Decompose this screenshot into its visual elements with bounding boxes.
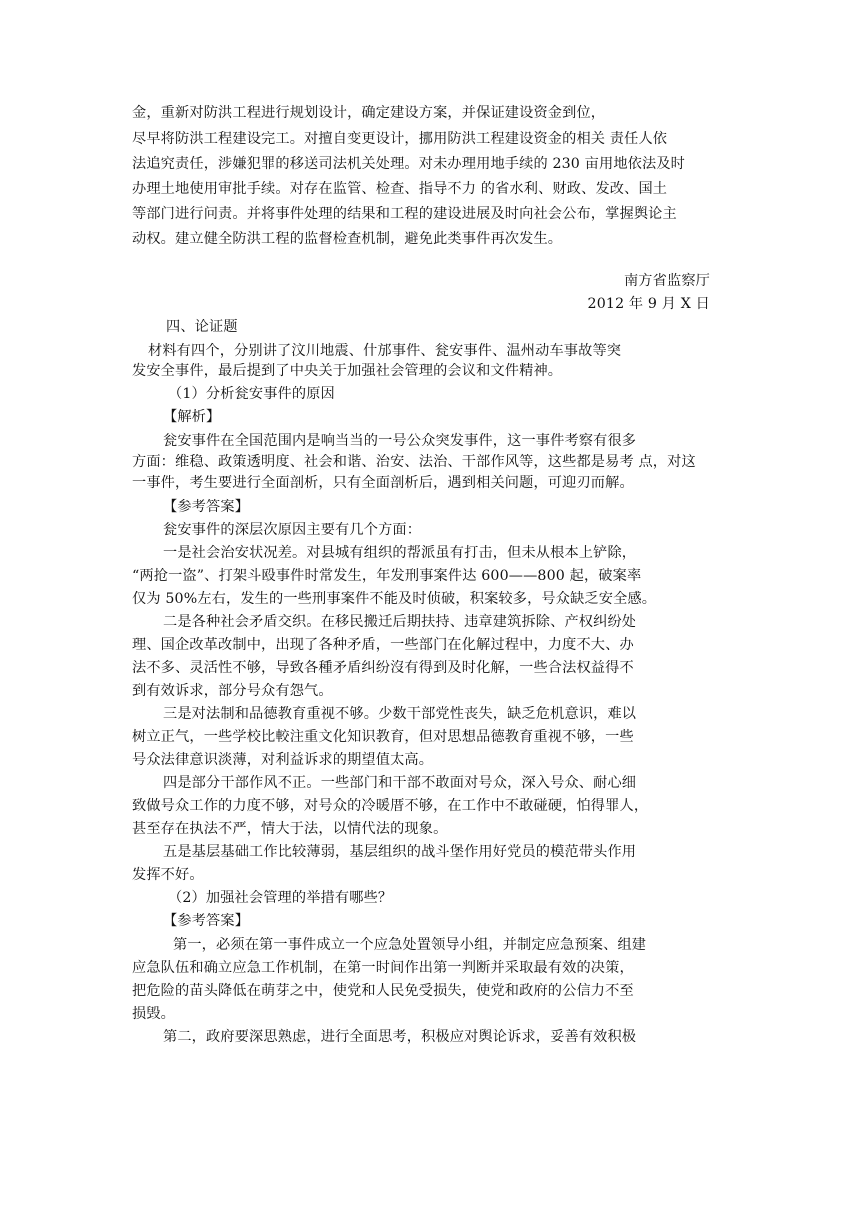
answer-line: 号众法律意识淡薄，对利益诉求的期望值太高。 bbox=[132, 752, 434, 768]
paragraph-line: 尽早将防洪工程建设完工。对擅自变更设计，挪用防洪工程建设资金的相关 责任人依 bbox=[132, 131, 668, 147]
answer-line: 应急队伍和确立应急工作机制，在第一时间作出第一判断并采取最有效的决策， bbox=[132, 960, 634, 976]
jiexi-line: 瓮安事件在全国范围内是响当当的一号公众突发事件，这一事件考察有很多 bbox=[163, 433, 637, 449]
paragraph-line: 办理土地使用审批手续。对存在监管、检查、指导不力 的省水利、财政、发改、国土 bbox=[132, 181, 668, 197]
answer-line: 把危险的苗头降低在萌芽之中，使党和人民免受损失，使党和政府的公信力不至 bbox=[132, 983, 634, 999]
question-1: （1）分析瓮安事件的原因 bbox=[168, 386, 335, 402]
paragraph-line: 法追究责任，涉嫌犯罪的移送司法机关处理。对未办理用地手续的 230 亩用地依法及时 bbox=[132, 156, 686, 172]
answer-line: 第二，政府要深思熟虑，进行全面思考，积极应对舆论诉求，妥善有效积极 bbox=[163, 1029, 637, 1045]
jiexi-line: 一事件，考生要进行全面剖析，只有全面剖析后，遇到相关问题，可迎刃而解。 bbox=[132, 475, 634, 491]
answer-line: 四是部分干部作风不正。一些部门和干部不敢面对号众，深入号众、耐心细 bbox=[163, 775, 637, 791]
answer-line: 甚至存在执法不严，情大于法，以情代法的现象。 bbox=[132, 821, 448, 837]
question-2: （2）加强社会管理的举措有哪些？ bbox=[168, 890, 393, 906]
paragraph-line: 动权。建立健全防洪工程的监督检查机制，避免此类事件再次发生。 bbox=[132, 231, 563, 247]
intro-line: 发安全事件，最后提到了中央关于加强社会管理的会议和文件精神。 bbox=[132, 363, 563, 379]
answer-line: 树立正气，一些学校比較注重文化知识教育，但对思想品德教育重视不够，一些 bbox=[132, 729, 634, 745]
answer-line: 仅为 50%左右，发生的一些刑事案件不能及时侦破，积案较多，号众缺乏安全感。 bbox=[132, 591, 657, 607]
answer-label: 【参考答案】 bbox=[163, 499, 250, 515]
answer-line: 二是各种社会矛盾交织。在移民搬迁后期扶持、违章建筑拆除、产权纠纷处 bbox=[163, 614, 637, 630]
answer-line: 理、国企改革改制中，出现了各种矛盾，一些部门在化解过程中，力度不大、办 bbox=[132, 637, 634, 653]
jiexi-label: 【解析】 bbox=[163, 409, 221, 425]
signature-org: 南方省监察厅 bbox=[623, 273, 710, 289]
paragraph-line: 金，重新对防洪工程进行规划设计，确定建设方案，并保证建设资金到位， bbox=[132, 105, 606, 121]
answer-line: 发挥不好。 bbox=[132, 867, 204, 883]
paragraph-line: 等部门进行问责。并将事件处理的结果和工程的建设进展及时向社会公布，掌握舆论主 bbox=[132, 206, 677, 222]
answer-line: 致做号众工作的力度不够，对号众的冷暖厝不够，在工作中不敢碰硬，怕得罪人， bbox=[132, 798, 649, 814]
intro-line: 材料有四个，分别讲了汶川地震、什邡事件、瓮安事件、温州动车事故等突 bbox=[148, 343, 622, 359]
answer-intro: 瓮安事件的深层次原因主要有几个方面： bbox=[163, 522, 422, 538]
answer-line: 第一，必须在第一事件成立一个应急处置领导小组，并制定应急预案、组建 bbox=[173, 937, 647, 953]
answer-line: 损毁。 bbox=[132, 1006, 176, 1022]
answer-line: 一是社会治安状况差。对县城有组织的帮派虽有打击，但未从根本上铲除， bbox=[163, 545, 637, 561]
answer-line: “两抢一盗”、打架斗殴事件时常发生，年发刑事案件达 600——800 起，破案率 bbox=[132, 568, 642, 584]
answer-line: 三是对法制和品德教育重视不够。少数干部党性丧失，缺乏危机意识，难以 bbox=[163, 706, 637, 722]
signature-date: 2012 年 9 月 X 日 bbox=[587, 296, 710, 312]
answer-label: 【参考答案】 bbox=[163, 913, 250, 929]
section-title: 四、论证题 bbox=[166, 319, 238, 335]
jiexi-line: 方面：维稳、政策透明度、社会和谐、治安、法治、干部作风等，这些都是易考 点，对这 bbox=[132, 454, 696, 470]
answer-line: 到有效诉求，部分号众有怨气。 bbox=[132, 683, 333, 699]
answer-line: 法不多、灵活性不够，导致各種矛盾纠纷沒有得到及时化解，一些合法权益得不 bbox=[132, 660, 634, 676]
answer-line: 五是基层基础工作比较薄弱，基层组织的战斗堡作用好党员的模范带头作用 bbox=[163, 844, 637, 860]
